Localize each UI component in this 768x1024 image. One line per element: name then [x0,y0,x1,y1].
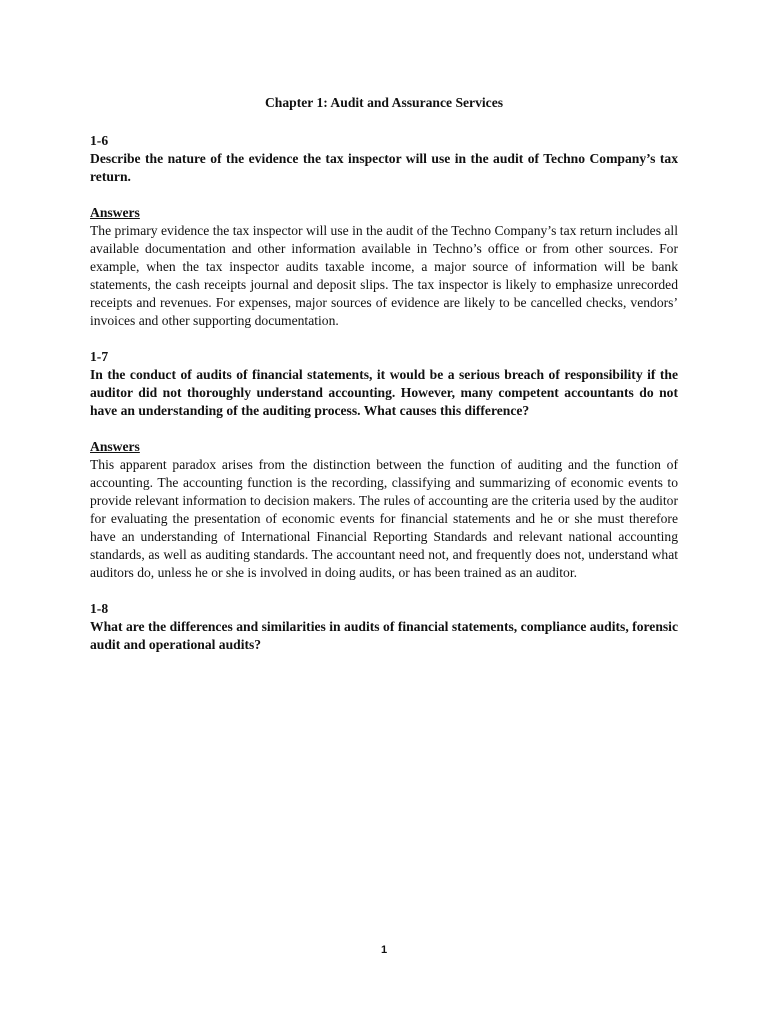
document-body [90,94,678,672]
page-number: 1 [380,944,388,956]
question-number: 1-8 [90,601,109,616]
question-text: In the conduct of audits of financial statements, it would be a serious breach of responsibility if the auditor did not thoroughly understand accounting. However, many competent accountants do not have an understanding of the auditing process. What causes this difference? [90,367,678,418]
question-number: 1-6 [90,133,109,148]
question-number: 1-7 [90,349,109,364]
answer-text: The primary evidence the tax inspector will use in the audit of the Techno Company’s tax return includes all available documentation and other information available in Techno’s office or from other sources. For example, when the tax inspector audits taxable income, a major source of information will be bank statements, the cash receipts journal and deposit slips. The tax inspector is likely to emphasize unrecorded receipts and revenues. For expenses, major sources of evidence are likely to be cancelled checks, vendors’ invoices and other supporting documentation. [90,223,678,328]
question-section-1-7 [90,348,678,582]
chapter-title: Chapter 1: Audit and Assurance Services [264,95,504,110]
question-text: What are the differences and similarities in audits of financial statements, compliance audits, forensic audit and operational audits? [90,619,678,652]
question-section-1-6 [90,132,678,330]
question-text: Describe the nature of the evidence the tax inspector will use in the audit of Techno Company’s tax return. [90,151,678,184]
answer-text: This apparent paradox arises from the distinction between the function of auditing and the function of accounting. The accounting function is the recording, classifying and summarizing of economic events to provide relevant information to decision makers. The rules of accounting are the criteria used by the auditor for evaluating the presentation of economic events for financial statements and he or she must therefore have an understanding of International Financial Reporting Standards and relevant national accounting standards, as well as auditing standards. The accountant need not, and frequently does not, understand what auditors do, unless he or she is involved in doing audits, or has been trained as an auditor. [90,457,678,580]
question-section-1-8 [90,600,678,654]
answer-heading: Answers [90,439,140,454]
answer-heading: Answers [90,205,140,220]
